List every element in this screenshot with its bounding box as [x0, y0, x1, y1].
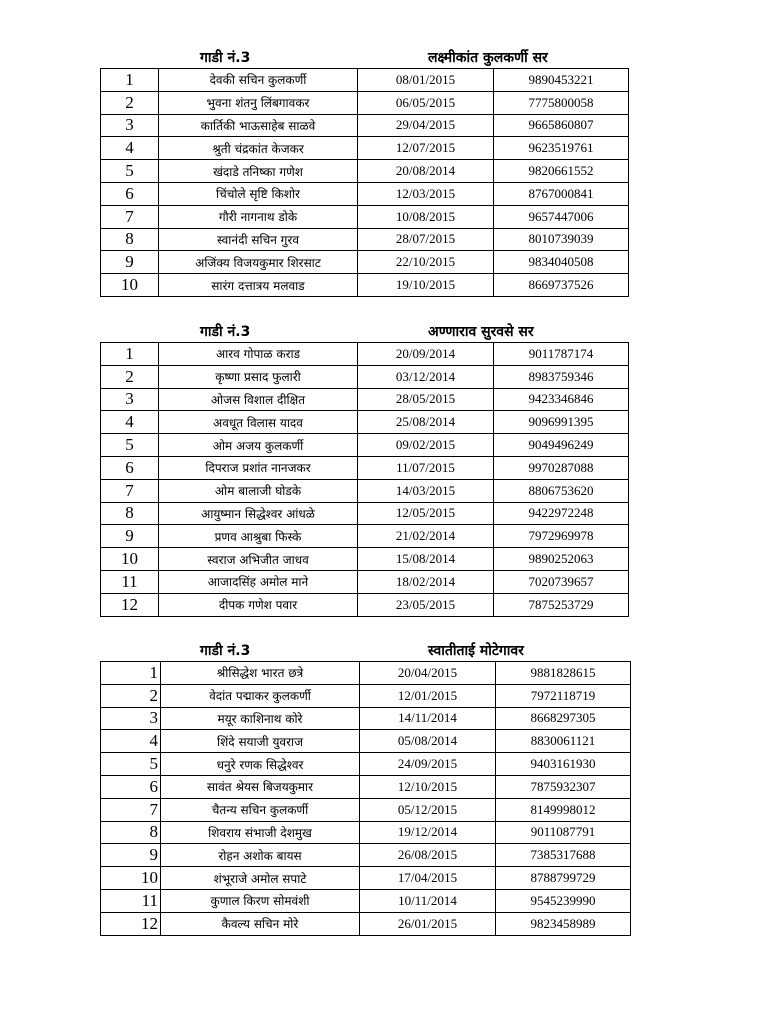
student-name-cell: ओजस विशाल दीक्षित: [159, 388, 358, 411]
serial-number-cell: 7: [101, 798, 161, 821]
student-name-cell: आरव गोपाळ कराड: [159, 343, 358, 366]
teacher-name: अण्णाराव सुरवसे सर: [428, 324, 534, 340]
table-row: [101, 182, 629, 205]
serial-number-cell: 3: [101, 707, 161, 730]
phone-number-cell: 9970287088: [494, 456, 629, 479]
birth-date-cell: 24/09/2015: [360, 753, 496, 776]
phone-number-cell: 8149998012: [496, 798, 631, 821]
table-row: [101, 456, 629, 479]
serial-number-cell: 3: [101, 114, 159, 137]
birth-date-cell: 10/11/2014: [360, 889, 496, 912]
phone-number-cell: 7020739657: [494, 570, 629, 593]
serial-number-cell: 7: [101, 205, 159, 228]
birth-date-cell: 18/02/2014: [358, 570, 494, 593]
section-1: [100, 46, 628, 297]
table-row: [101, 867, 631, 890]
table-row: [101, 844, 631, 867]
table-row: [101, 228, 629, 251]
student-name-cell: शंभूराजे अमोल सपाटे: [161, 867, 360, 890]
table-row: [101, 753, 631, 776]
serial-number-cell: 3: [101, 388, 159, 411]
student-name-cell: चिंचोले सृष्टि किशोर: [159, 182, 358, 205]
serial-number-cell: 4: [101, 730, 161, 753]
student-name-cell: दिपराज प्रशांत नानजकर: [159, 456, 358, 479]
phone-number-cell: 9657447006: [494, 205, 629, 228]
table-row: [101, 662, 631, 685]
serial-number-cell: 9: [101, 844, 161, 867]
serial-number-cell: 6: [101, 456, 159, 479]
phone-number-cell: 7385317688: [496, 844, 631, 867]
birth-date-cell: 14/03/2015: [358, 479, 494, 502]
table-row: [101, 434, 629, 457]
phone-number-cell: 8830061121: [496, 730, 631, 753]
table-row: [101, 274, 629, 297]
serial-number-cell: 10: [101, 548, 159, 571]
student-table: [100, 661, 631, 936]
table-row: [101, 502, 629, 525]
table-row: [101, 205, 629, 228]
serial-number-cell: 2: [101, 684, 161, 707]
birth-date-cell: 26/01/2015: [360, 912, 496, 935]
phone-number-cell: 8668297305: [496, 707, 631, 730]
student-name-cell: खंदाडे तनिष्का गणेश: [159, 160, 358, 183]
table-row: [101, 707, 631, 730]
birth-date-cell: 19/10/2015: [358, 274, 494, 297]
table-row: [101, 889, 631, 912]
phone-number-cell: 8806753620: [494, 479, 629, 502]
birth-date-cell: 29/04/2015: [358, 114, 494, 137]
phone-number-cell: 7875253729: [494, 593, 629, 616]
serial-number-cell: 9: [101, 251, 159, 274]
phone-number-cell: 7875932307: [496, 775, 631, 798]
birth-date-cell: 06/05/2015: [358, 91, 494, 114]
phone-number-cell: 9403161930: [496, 753, 631, 776]
student-name-cell: सारंग दत्तात्रय मलवाड: [159, 274, 358, 297]
table-row: [101, 388, 629, 411]
table-row: [101, 912, 631, 935]
phone-number-cell: 8010739039: [494, 228, 629, 251]
phone-number-cell: 7972118719: [496, 684, 631, 707]
student-name-cell: ओम बालाजी घोडके: [159, 479, 358, 502]
table-row: [101, 548, 629, 571]
serial-number-cell: 6: [101, 775, 161, 798]
phone-number-cell: 9823458989: [496, 912, 631, 935]
birth-date-cell: 10/08/2015: [358, 205, 494, 228]
student-name-cell: आयुष्मान सिद्धेश्वर आंधळे: [159, 502, 358, 525]
serial-number-cell: 1: [101, 69, 159, 92]
phone-number-cell: 9890252063: [494, 548, 629, 571]
student-name-cell: देवकी सचिन कुलकर्णी: [159, 69, 358, 92]
birth-date-cell: 22/10/2015: [358, 251, 494, 274]
phone-number-cell: 9881828615: [496, 662, 631, 685]
table-row: [101, 775, 631, 798]
phone-number-cell: 9011087791: [496, 821, 631, 844]
birth-date-cell: 03/12/2014: [358, 365, 494, 388]
serial-number-cell: 4: [101, 411, 159, 434]
serial-number-cell: 8: [101, 228, 159, 251]
student-name-cell: श्रीसिद्धेश भारत छत्रे: [161, 662, 360, 685]
table-row: [101, 114, 629, 137]
serial-number-cell: 5: [101, 434, 159, 457]
table-row: [101, 365, 629, 388]
table-row: [101, 684, 631, 707]
birth-date-cell: 12/03/2015: [358, 182, 494, 205]
vehicle-label: गाडी नं.3: [200, 50, 251, 66]
student-table: [100, 342, 629, 617]
table-row: [101, 343, 629, 366]
birth-date-cell: 05/12/2015: [360, 798, 496, 821]
birth-date-cell: 12/10/2015: [360, 775, 496, 798]
serial-number-cell: 11: [101, 889, 161, 912]
serial-number-cell: 12: [101, 912, 161, 935]
vehicle-label: गाडी नं.3: [200, 324, 251, 340]
birth-date-cell: 12/05/2015: [358, 502, 494, 525]
table-row: [101, 137, 629, 160]
table-row: [101, 69, 629, 92]
birth-date-cell: 08/01/2015: [358, 69, 494, 92]
student-name-cell: वेदांत पद्माकर कुलकर्णी: [161, 684, 360, 707]
student-name-cell: कृष्णा प्रसाद फुलारी: [159, 365, 358, 388]
teacher-name: लक्ष्मीकांत कुलकर्णी सर: [428, 50, 548, 66]
phone-number-cell: 8788799729: [496, 867, 631, 890]
birth-date-cell: 11/07/2015: [358, 456, 494, 479]
student-name-cell: शिंदे सयाजी युवराज: [161, 730, 360, 753]
serial-number-cell: 8: [101, 502, 159, 525]
phone-number-cell: 9820661552: [494, 160, 629, 183]
phone-number-cell: 9890453221: [494, 69, 629, 92]
table-row: [101, 91, 629, 114]
birth-date-cell: 26/08/2015: [360, 844, 496, 867]
student-name-cell: भुवना शंतनु लिंबगावकर: [159, 91, 358, 114]
phone-number-cell: 9834040508: [494, 251, 629, 274]
phone-number-cell: 9545239990: [496, 889, 631, 912]
student-name-cell: कैवल्य सचिन मोरे: [161, 912, 360, 935]
student-name-cell: श्रुती चंद्रकांत केजकर: [159, 137, 358, 160]
student-name-cell: कुणाल किरण सोमवंशी: [161, 889, 360, 912]
table-row: [101, 411, 629, 434]
birth-date-cell: 19/12/2014: [360, 821, 496, 844]
phone-number-cell: 8983759346: [494, 365, 629, 388]
serial-number-cell: 7: [101, 479, 159, 502]
phone-number-cell: 7972969978: [494, 525, 629, 548]
student-name-cell: दीपक गणेश पवार: [159, 593, 358, 616]
student-name-cell: चैतन्य सचिन कुलकर्णी: [161, 798, 360, 821]
serial-number-cell: 11: [101, 570, 159, 593]
serial-number-cell: 1: [101, 662, 161, 685]
birth-date-cell: 28/07/2015: [358, 228, 494, 251]
student-name-cell: अजिंक्य विजयकुमार शिरसाट: [159, 251, 358, 274]
table-row: [101, 821, 631, 844]
phone-number-cell: 9665860807: [494, 114, 629, 137]
student-name-cell: स्वराज अभिजीत जाधव: [159, 548, 358, 571]
student-name-cell: अवधूत विलास यादव: [159, 411, 358, 434]
serial-number-cell: 2: [101, 365, 159, 388]
serial-number-cell: 5: [101, 753, 161, 776]
birth-date-cell: 23/05/2015: [358, 593, 494, 616]
student-name-cell: स्वानंदी सचिन गुरव: [159, 228, 358, 251]
birth-date-cell: 21/02/2014: [358, 525, 494, 548]
serial-number-cell: 8: [101, 821, 161, 844]
serial-number-cell: 2: [101, 91, 159, 114]
phone-number-cell: 9011787174: [494, 343, 629, 366]
student-name-cell: ओम अजय कुलकर्णी: [159, 434, 358, 457]
birth-date-cell: 14/11/2014: [360, 707, 496, 730]
serial-number-cell: 10: [101, 867, 161, 890]
table-row: [101, 251, 629, 274]
serial-number-cell: 5: [101, 160, 159, 183]
student-name-cell: प्रणव आश्रुबा फिस्के: [159, 525, 358, 548]
student-name-cell: शिवराय संभाजी देशमुख: [161, 821, 360, 844]
section-header: [100, 46, 628, 68]
birth-date-cell: 20/04/2015: [360, 662, 496, 685]
serial-number-cell: 10: [101, 274, 159, 297]
student-name-cell: गौरी नागनाथ डोके: [159, 205, 358, 228]
serial-number-cell: 1: [101, 343, 159, 366]
table-row: [101, 798, 631, 821]
serial-number-cell: 6: [101, 182, 159, 205]
section-header: [100, 320, 628, 342]
phone-number-cell: 9423346846: [494, 388, 629, 411]
birth-date-cell: 20/08/2014: [358, 160, 494, 183]
phone-number-cell: 9096991395: [494, 411, 629, 434]
table-row: [101, 479, 629, 502]
birth-date-cell: 28/05/2015: [358, 388, 494, 411]
serial-number-cell: 9: [101, 525, 159, 548]
student-name-cell: आजादसिंह अमोल माने: [159, 570, 358, 593]
section-header: [100, 639, 628, 661]
section-3: [100, 639, 628, 936]
birth-date-cell: 25/08/2014: [358, 411, 494, 434]
birth-date-cell: 17/04/2015: [360, 867, 496, 890]
phone-number-cell: 8669737526: [494, 274, 629, 297]
student-table: [100, 68, 629, 297]
birth-date-cell: 20/09/2014: [358, 343, 494, 366]
phone-number-cell: 9623519761: [494, 137, 629, 160]
student-name-cell: रोहन अशोक बायस: [161, 844, 360, 867]
table-row: [101, 160, 629, 183]
student-name-cell: मयूर काशिनाथ कोरे: [161, 707, 360, 730]
student-name-cell: सावंत श्रेयस बिजयकुमार: [161, 775, 360, 798]
phone-number-cell: 7775800058: [494, 91, 629, 114]
vehicle-label: गाडी नं.3: [200, 643, 251, 659]
serial-number-cell: 12: [101, 593, 159, 616]
birth-date-cell: 12/01/2015: [360, 684, 496, 707]
phone-number-cell: 8767000841: [494, 182, 629, 205]
birth-date-cell: 12/07/2015: [358, 137, 494, 160]
table-row: [101, 730, 631, 753]
serial-number-cell: 4: [101, 137, 159, 160]
table-row: [101, 570, 629, 593]
phone-number-cell: 9049496249: [494, 434, 629, 457]
phone-number-cell: 9422972248: [494, 502, 629, 525]
section-2: [100, 320, 628, 617]
teacher-name: स्वातीताई मोटेगावर: [428, 643, 524, 659]
birth-date-cell: 09/02/2015: [358, 434, 494, 457]
table-row: [101, 593, 629, 616]
table-row: [101, 525, 629, 548]
student-name-cell: धनुरे रणक सिद्धेश्वर: [161, 753, 360, 776]
birth-date-cell: 05/08/2014: [360, 730, 496, 753]
birth-date-cell: 15/08/2014: [358, 548, 494, 571]
student-name-cell: कार्तिकी भाऊसाहेब साळवे: [159, 114, 358, 137]
